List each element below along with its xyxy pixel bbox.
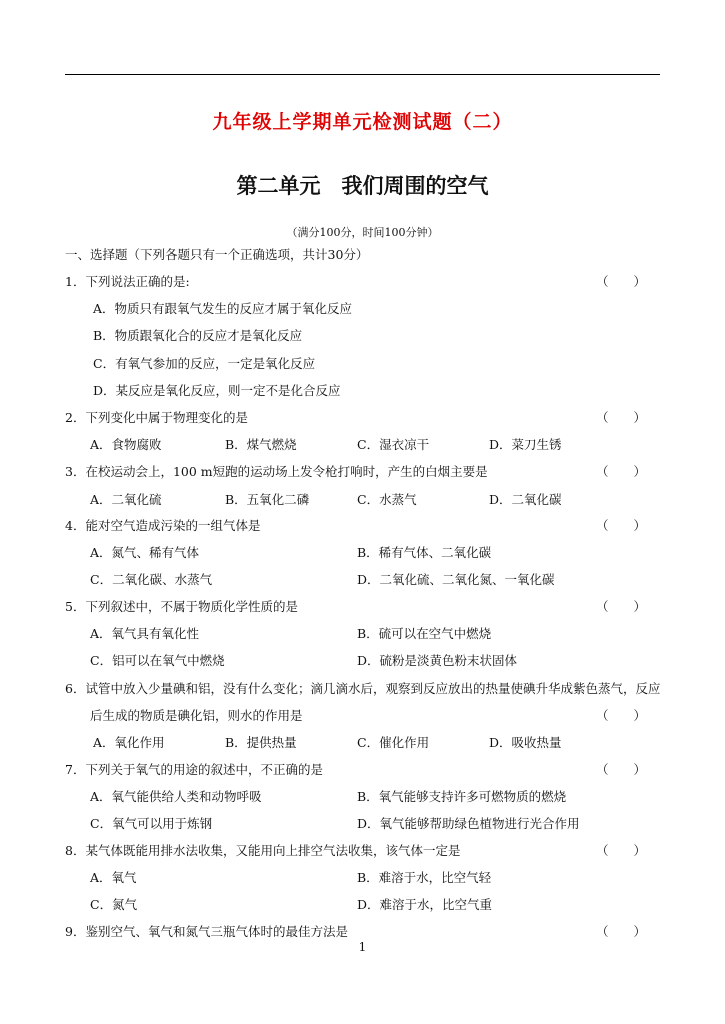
option: B．煤气燃烧 (225, 437, 297, 452)
answer-bracket: （ ） (596, 410, 647, 425)
score-note: （满分100分，时间100分钟） (286, 226, 439, 239)
option: C．有氧气参加的反应，一定是氧化反应 (93, 356, 316, 371)
option: A．氧化作用 (93, 735, 165, 750)
question-stem: 5．下列叙述中，不属于物质化学性质的是 (65, 599, 298, 614)
option: D．氧气能够帮助绿色植物进行光合作用 (357, 816, 580, 831)
answer-bracket: （ ） (596, 924, 647, 939)
answer-bracket: （ ） (596, 464, 647, 479)
question-stem: 9．鉴别空气、氧气和氮气三瓶气体时的最佳方法是 (65, 924, 348, 939)
option: C．湿衣凉干 (357, 437, 430, 452)
option: C．二氧化碳、水蒸气 (90, 572, 213, 587)
option: D．硫粉是淡黄色粉末状固体 (357, 653, 518, 668)
option: C．铝可以在氧气中燃烧 (90, 653, 225, 668)
option: B．五氧化二磷 (225, 492, 310, 507)
option: A．物质只有跟氧气发生的反应才属于氧化反应 (93, 301, 353, 316)
option: A．氧气具有氧化性 (90, 626, 200, 641)
unit-subtitle: 第二单元 我们周围的空气 (236, 173, 489, 198)
option: A．二氧化硫 (90, 492, 162, 507)
option: D．二氧化碳 (489, 492, 562, 507)
option: D．某反应是氧化反应，则一定不是化合反应 (93, 383, 341, 398)
answer-bracket: （ ） (596, 762, 647, 777)
option: B．难溶于水，比空气轻 (357, 870, 492, 885)
option: C．氮气 (90, 897, 138, 912)
option: A．氮气、稀有气体 (90, 545, 200, 560)
question-stem: 3．在校运动会上，100 m短跑的运动场上发令枪打响时，产生的白烟主要是 (65, 464, 488, 479)
option: B．提供热量 (225, 735, 297, 750)
question-stem: 8．某气体既能用排水法收集，又能用向上排空气法收集，该气体一定是 (65, 843, 461, 858)
question-stem-continued: 后生成的物质是碘化铝，则水的作用是 (90, 708, 303, 723)
option: C．催化作用 (357, 735, 430, 750)
question-stem: 1．下列说法正确的是: (65, 274, 190, 289)
option: D．吸收热量 (489, 735, 562, 750)
answer-bracket: （ ） (596, 274, 647, 289)
answer-bracket: （ ） (596, 843, 647, 858)
answer-bracket: （ ） (596, 518, 647, 533)
question-stem: 7．下列关于氧气的用途的叙述中，不正确的是 (65, 762, 323, 777)
option: B．硫可以在空气中燃烧 (357, 626, 492, 641)
option: A．氧气 (90, 870, 137, 885)
page-title: 九年级上学期单元检测试题（二） (212, 111, 513, 133)
answer-bracket: （ ） (596, 599, 647, 614)
option: C．水蒸气 (357, 492, 417, 507)
option: C．氧气可以用于炼钢 (90, 816, 213, 831)
page-number: 1 (358, 940, 367, 954)
answer-bracket: （ ） (596, 708, 647, 723)
option: D．菜刀生锈 (489, 437, 562, 452)
option: A．食物腐败 (90, 437, 162, 452)
option: D．二氧化硫、二氧化氮、一氧化碳 (357, 572, 555, 587)
question-stem: 2．下列变化中属于物理变化的是 (65, 410, 248, 425)
option: D．难溶于水，比空气重 (357, 897, 493, 912)
question-stem: 6．试管中放入少量碘和铝，没有什么变化；滴几滴水后，观察到反应放出的热量使碘升华成紫色蒸气，反应 (65, 681, 661, 696)
option: B．物质跟氧化合的反应才是氧化反应 (93, 328, 303, 343)
option: A．氧气能供给人类和动物呼吸 (90, 789, 262, 804)
section-heading: 一、选择题（下列各题只有一个正确选项，共计30分） (65, 247, 369, 262)
question-stem: 4．能对空气造成污染的一组气体是 (65, 518, 261, 533)
header-rule (65, 74, 660, 75)
option: B．稀有气体、二氧化碳 (357, 545, 492, 560)
option: B．氧气能够支持许多可燃物质的燃烧 (357, 789, 567, 804)
